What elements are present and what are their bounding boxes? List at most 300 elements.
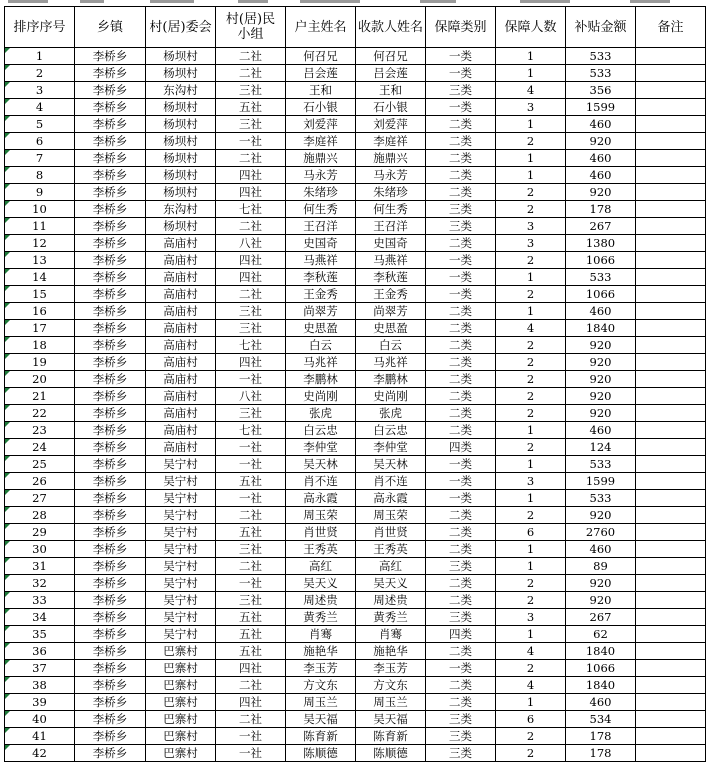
cell-village-committee[interactable]: 高庙村 [146,388,216,405]
cell-remarks[interactable] [636,677,706,694]
cell-amount[interactable]: 1840 [566,320,636,337]
cell-township[interactable]: 李桥乡 [75,592,146,609]
cell-township[interactable]: 李桥乡 [75,201,146,218]
cell-payee[interactable]: 周玉荣 [356,507,426,524]
cell-payee[interactable]: 王金秀 [356,286,426,303]
cell-payee[interactable]: 何生秀 [356,201,426,218]
cell-village-group[interactable]: 二社 [216,677,286,694]
cell-village-committee[interactable]: 高庙村 [146,269,216,286]
cell-amount[interactable]: 1840 [566,643,636,660]
cell-township[interactable]: 李桥乡 [75,473,146,490]
cell-category[interactable]: 二类 [426,507,496,524]
cell-village-group[interactable]: 七社 [216,337,286,354]
cell-amount[interactable]: 920 [566,371,636,388]
cell-index[interactable]: 38 [5,677,75,694]
cell-householder[interactable]: 肖世贤 [286,524,356,541]
header-cell-amount[interactable]: 补贴金额 [566,7,636,48]
cell-remarks[interactable] [636,711,706,728]
cell-village-committee[interactable]: 高庙村 [146,371,216,388]
header-cell-householder[interactable]: 户主姓名 [286,7,356,48]
cell-index[interactable]: 12 [5,235,75,252]
cell-village-group[interactable]: 四社 [216,694,286,711]
cell-amount[interactable]: 920 [566,592,636,609]
cell-township[interactable]: 李桥乡 [75,626,146,643]
cell-householder[interactable]: 吴天义 [286,575,356,592]
cell-amount[interactable]: 533 [566,48,636,65]
cell-payee[interactable]: 史尚刚 [356,388,426,405]
cell-village-group[interactable]: 四社 [216,167,286,184]
cell-village-committee[interactable]: 高庙村 [146,439,216,456]
cell-index[interactable]: 3 [5,82,75,99]
cell-persons[interactable]: 2 [496,405,566,422]
cell-village-committee[interactable]: 吴宁村 [146,609,216,626]
cell-village-group[interactable]: 四社 [216,660,286,677]
cell-payee[interactable]: 吴天义 [356,575,426,592]
cell-village-committee[interactable]: 吴宁村 [146,507,216,524]
cell-category[interactable]: 二类 [426,405,496,422]
cell-category[interactable]: 一类 [426,252,496,269]
cell-persons[interactable]: 1 [496,626,566,643]
cell-township[interactable]: 李桥乡 [75,320,146,337]
cell-remarks[interactable] [636,167,706,184]
cell-amount[interactable]: 460 [566,116,636,133]
cell-village-committee[interactable]: 吴宁村 [146,490,216,507]
cell-householder[interactable]: 马燕祥 [286,252,356,269]
cell-index[interactable]: 2 [5,65,75,82]
cell-persons[interactable]: 2 [496,660,566,677]
cell-index[interactable]: 35 [5,626,75,643]
cell-remarks[interactable] [636,150,706,167]
cell-township[interactable]: 李桥乡 [75,728,146,745]
cell-category[interactable]: 一类 [426,473,496,490]
cell-remarks[interactable] [636,592,706,609]
cell-township[interactable]: 李桥乡 [75,745,146,762]
cell-payee[interactable]: 马永芳 [356,167,426,184]
cell-remarks[interactable] [636,558,706,575]
cell-amount[interactable]: 920 [566,575,636,592]
cell-householder[interactable]: 李庭祥 [286,133,356,150]
cell-persons[interactable]: 1 [496,150,566,167]
cell-payee[interactable]: 何召兄 [356,48,426,65]
cell-persons[interactable]: 2 [496,745,566,762]
cell-persons[interactable]: 2 [496,252,566,269]
cell-index[interactable]: 24 [5,439,75,456]
cell-persons[interactable]: 2 [496,184,566,201]
cell-payee[interactable]: 史国奇 [356,235,426,252]
cell-amount[interactable]: 533 [566,269,636,286]
cell-township[interactable]: 李桥乡 [75,694,146,711]
cell-category[interactable]: 二类 [426,422,496,439]
cell-householder[interactable]: 何召兄 [286,48,356,65]
cell-village-committee[interactable]: 杨坝村 [146,184,216,201]
cell-category[interactable]: 三类 [426,558,496,575]
cell-village-group[interactable]: 三社 [216,405,286,422]
cell-householder[interactable]: 李秋莲 [286,269,356,286]
cell-payee[interactable]: 白云忠 [356,422,426,439]
cell-village-committee[interactable]: 巴寨村 [146,711,216,728]
cell-category[interactable]: 三类 [426,745,496,762]
cell-township[interactable]: 李桥乡 [75,286,146,303]
cell-amount[interactable]: 533 [566,65,636,82]
cell-village-committee[interactable]: 高庙村 [146,320,216,337]
cell-householder[interactable]: 李玉芳 [286,660,356,677]
cell-index[interactable]: 37 [5,660,75,677]
cell-householder[interactable]: 吴天福 [286,711,356,728]
cell-village-committee[interactable]: 杨坝村 [146,99,216,116]
cell-category[interactable]: 一类 [426,65,496,82]
cell-remarks[interactable] [636,694,706,711]
cell-township[interactable]: 李桥乡 [75,303,146,320]
cell-township[interactable]: 李桥乡 [75,456,146,473]
cell-index[interactable]: 4 [5,99,75,116]
cell-persons[interactable]: 6 [496,711,566,728]
cell-village-committee[interactable]: 杨坝村 [146,48,216,65]
cell-category[interactable]: 二类 [426,320,496,337]
cell-township[interactable]: 李桥乡 [75,541,146,558]
cell-amount[interactable]: 356 [566,82,636,99]
cell-persons[interactable]: 3 [496,218,566,235]
cell-village-committee[interactable]: 杨坝村 [146,133,216,150]
cell-index[interactable]: 40 [5,711,75,728]
cell-payee[interactable]: 吕会莲 [356,65,426,82]
cell-persons[interactable]: 2 [496,201,566,218]
cell-payee[interactable]: 肖骞 [356,626,426,643]
cell-payee[interactable]: 尚翠芳 [356,303,426,320]
cell-householder[interactable]: 吴天林 [286,456,356,473]
cell-remarks[interactable] [636,422,706,439]
cell-village-committee[interactable]: 吴宁村 [146,575,216,592]
cell-amount[interactable]: 1599 [566,473,636,490]
cell-householder[interactable]: 周述贵 [286,592,356,609]
cell-index[interactable]: 41 [5,728,75,745]
cell-category[interactable]: 二类 [426,524,496,541]
cell-index[interactable]: 18 [5,337,75,354]
cell-village-committee[interactable]: 巴寨村 [146,677,216,694]
cell-householder[interactable]: 王召洋 [286,218,356,235]
cell-householder[interactable]: 尚翠芳 [286,303,356,320]
cell-index[interactable]: 33 [5,592,75,609]
cell-remarks[interactable] [636,371,706,388]
cell-category[interactable]: 二类 [426,303,496,320]
cell-amount[interactable]: 267 [566,218,636,235]
cell-persons[interactable]: 2 [496,388,566,405]
cell-householder[interactable]: 白云忠 [286,422,356,439]
cell-payee[interactable]: 史思盈 [356,320,426,337]
cell-village-committee[interactable]: 杨坝村 [146,65,216,82]
cell-category[interactable]: 三类 [426,609,496,626]
cell-township[interactable]: 李桥乡 [75,507,146,524]
cell-remarks[interactable] [636,65,706,82]
cell-remarks[interactable] [636,337,706,354]
cell-village-group[interactable]: 二社 [216,507,286,524]
cell-remarks[interactable] [636,405,706,422]
cell-village-group[interactable]: 七社 [216,422,286,439]
cell-village-committee[interactable]: 巴寨村 [146,643,216,660]
cell-index[interactable]: 1 [5,48,75,65]
cell-village-committee[interactable]: 杨坝村 [146,218,216,235]
cell-remarks[interactable] [636,303,706,320]
cell-householder[interactable]: 马兆祥 [286,354,356,371]
cell-township[interactable]: 李桥乡 [75,82,146,99]
cell-township[interactable]: 李桥乡 [75,65,146,82]
cell-village-group[interactable]: 二社 [216,65,286,82]
cell-persons[interactable]: 4 [496,643,566,660]
cell-index[interactable]: 16 [5,303,75,320]
cell-category[interactable]: 三类 [426,218,496,235]
cell-remarks[interactable] [636,201,706,218]
cell-remarks[interactable] [636,133,706,150]
cell-payee[interactable]: 石小银 [356,99,426,116]
header-cell-remarks[interactable]: 备注 [636,7,706,48]
cell-index[interactable]: 11 [5,218,75,235]
cell-category[interactable]: 三类 [426,728,496,745]
cell-township[interactable]: 李桥乡 [75,711,146,728]
cell-index[interactable]: 6 [5,133,75,150]
cell-township[interactable]: 李桥乡 [75,524,146,541]
cell-payee[interactable]: 吴天福 [356,711,426,728]
cell-householder[interactable]: 周玉兰 [286,694,356,711]
cell-householder[interactable]: 施鼎兴 [286,150,356,167]
cell-remarks[interactable] [636,235,706,252]
cell-village-committee[interactable]: 吴宁村 [146,626,216,643]
header-cell-category[interactable]: 保障类别 [426,7,496,48]
cell-householder[interactable]: 王金秀 [286,286,356,303]
cell-village-group[interactable]: 五社 [216,643,286,660]
cell-amount[interactable]: 62 [566,626,636,643]
cell-amount[interactable]: 1066 [566,286,636,303]
cell-village-committee[interactable]: 高庙村 [146,405,216,422]
cell-village-group[interactable]: 三社 [216,303,286,320]
cell-township[interactable]: 李桥乡 [75,252,146,269]
cell-village-committee[interactable]: 吴宁村 [146,541,216,558]
cell-householder[interactable]: 方文东 [286,677,356,694]
header-cell-township[interactable]: 乡镇 [75,7,146,48]
cell-householder[interactable]: 周玉荣 [286,507,356,524]
cell-village-committee[interactable]: 杨坝村 [146,167,216,184]
cell-payee[interactable]: 李秋莲 [356,269,426,286]
cell-village-committee[interactable]: 高庙村 [146,303,216,320]
cell-category[interactable]: 三类 [426,711,496,728]
cell-remarks[interactable] [636,473,706,490]
cell-category[interactable]: 二类 [426,116,496,133]
cell-category[interactable]: 一类 [426,269,496,286]
cell-amount[interactable]: 533 [566,490,636,507]
cell-index[interactable]: 23 [5,422,75,439]
cell-category[interactable]: 三类 [426,82,496,99]
cell-remarks[interactable] [636,320,706,337]
cell-index[interactable]: 13 [5,252,75,269]
cell-householder[interactable]: 史尚刚 [286,388,356,405]
cell-category[interactable]: 二类 [426,643,496,660]
cell-remarks[interactable] [636,660,706,677]
cell-village-group[interactable]: 二社 [216,48,286,65]
cell-index[interactable]: 20 [5,371,75,388]
cell-householder[interactable]: 吕会莲 [286,65,356,82]
cell-index[interactable]: 27 [5,490,75,507]
cell-householder[interactable]: 石小银 [286,99,356,116]
cell-category[interactable]: 二类 [426,150,496,167]
cell-village-group[interactable]: 一社 [216,456,286,473]
cell-payee[interactable]: 马燕祥 [356,252,426,269]
cell-index[interactable]: 15 [5,286,75,303]
cell-householder[interactable]: 王和 [286,82,356,99]
cell-payee[interactable]: 李庭祥 [356,133,426,150]
cell-township[interactable]: 李桥乡 [75,133,146,150]
cell-persons[interactable]: 1 [496,422,566,439]
cell-householder[interactable]: 刘爱萍 [286,116,356,133]
cell-payee[interactable]: 施鼎兴 [356,150,426,167]
cell-amount[interactable]: 460 [566,150,636,167]
cell-payee[interactable]: 高永霞 [356,490,426,507]
cell-village-committee[interactable]: 杨坝村 [146,116,216,133]
cell-village-group[interactable]: 一社 [216,728,286,745]
cell-village-group[interactable]: 二社 [216,286,286,303]
cell-householder[interactable]: 史思盈 [286,320,356,337]
cell-householder[interactable]: 施艳华 [286,643,356,660]
cell-persons[interactable]: 2 [496,507,566,524]
cell-category[interactable]: 二类 [426,677,496,694]
cell-amount[interactable]: 124 [566,439,636,456]
cell-remarks[interactable] [636,269,706,286]
cell-village-group[interactable]: 一社 [216,439,286,456]
cell-index[interactable]: 25 [5,456,75,473]
cell-amount[interactable]: 178 [566,201,636,218]
cell-remarks[interactable] [636,354,706,371]
cell-payee[interactable]: 高红 [356,558,426,575]
cell-remarks[interactable] [636,184,706,201]
cell-category[interactable]: 三类 [426,201,496,218]
cell-remarks[interactable] [636,439,706,456]
cell-village-group[interactable]: 三社 [216,82,286,99]
cell-township[interactable]: 李桥乡 [75,439,146,456]
cell-persons[interactable]: 1 [496,541,566,558]
cell-index[interactable]: 19 [5,354,75,371]
cell-remarks[interactable] [636,541,706,558]
cell-persons[interactable]: 2 [496,728,566,745]
cell-category[interactable]: 四类 [426,439,496,456]
cell-village-group[interactable]: 八社 [216,235,286,252]
cell-persons[interactable]: 3 [496,473,566,490]
cell-township[interactable]: 李桥乡 [75,235,146,252]
cell-persons[interactable]: 4 [496,82,566,99]
cell-amount[interactable]: 533 [566,456,636,473]
cell-persons[interactable]: 1 [496,490,566,507]
cell-amount[interactable]: 460 [566,303,636,320]
cell-category[interactable]: 二类 [426,167,496,184]
cell-township[interactable]: 李桥乡 [75,558,146,575]
cell-village-committee[interactable]: 吴宁村 [146,558,216,575]
cell-township[interactable]: 李桥乡 [75,167,146,184]
cell-amount[interactable]: 920 [566,337,636,354]
cell-householder[interactable]: 何生秀 [286,201,356,218]
cell-remarks[interactable] [636,507,706,524]
cell-village-committee[interactable]: 吴宁村 [146,473,216,490]
cell-persons[interactable]: 4 [496,320,566,337]
cell-category[interactable]: 一类 [426,286,496,303]
cell-persons[interactable]: 1 [496,116,566,133]
cell-village-committee[interactable]: 巴寨村 [146,728,216,745]
cell-index[interactable]: 31 [5,558,75,575]
cell-amount[interactable]: 920 [566,133,636,150]
cell-township[interactable]: 李桥乡 [75,337,146,354]
cell-persons[interactable]: 6 [496,524,566,541]
cell-township[interactable]: 李桥乡 [75,490,146,507]
cell-remarks[interactable] [636,643,706,660]
cell-persons[interactable]: 3 [496,99,566,116]
cell-payee[interactable]: 王和 [356,82,426,99]
header-cell-village-committee[interactable]: 村(居)委会 [146,7,216,48]
cell-amount[interactable]: 2760 [566,524,636,541]
cell-village-group[interactable]: 五社 [216,524,286,541]
cell-index[interactable]: 10 [5,201,75,218]
cell-category[interactable]: 二类 [426,592,496,609]
cell-amount[interactable]: 1840 [566,677,636,694]
cell-payee[interactable]: 黄秀兰 [356,609,426,626]
cell-index[interactable]: 30 [5,541,75,558]
cell-index[interactable]: 36 [5,643,75,660]
cell-village-group[interactable]: 二社 [216,218,286,235]
cell-village-committee[interactable]: 高庙村 [146,422,216,439]
cell-village-group[interactable]: 五社 [216,473,286,490]
cell-remarks[interactable] [636,99,706,116]
cell-householder[interactable]: 陈顺德 [286,745,356,762]
cell-village-group[interactable]: 一社 [216,490,286,507]
cell-village-group[interactable]: 一社 [216,133,286,150]
cell-payee[interactable]: 周玉兰 [356,694,426,711]
cell-category[interactable]: 二类 [426,337,496,354]
cell-householder[interactable]: 陈育新 [286,728,356,745]
cell-amount[interactable]: 178 [566,745,636,762]
cell-amount[interactable]: 460 [566,541,636,558]
cell-payee[interactable]: 周述贵 [356,592,426,609]
cell-amount[interactable]: 460 [566,167,636,184]
cell-remarks[interactable] [636,456,706,473]
cell-householder[interactable]: 白云 [286,337,356,354]
cell-remarks[interactable] [636,728,706,745]
cell-persons[interactable]: 1 [496,303,566,320]
cell-remarks[interactable] [636,286,706,303]
cell-village-committee[interactable]: 东沟村 [146,82,216,99]
cell-category[interactable]: 二类 [426,575,496,592]
cell-township[interactable]: 李桥乡 [75,422,146,439]
cell-village-group[interactable]: 一社 [216,371,286,388]
cell-index[interactable]: 32 [5,575,75,592]
cell-payee[interactable]: 朱绪珍 [356,184,426,201]
cell-village-group[interactable]: 五社 [216,626,286,643]
cell-village-committee[interactable]: 高庙村 [146,252,216,269]
cell-payee[interactable]: 方文东 [356,677,426,694]
cell-amount[interactable]: 1066 [566,252,636,269]
cell-index[interactable]: 29 [5,524,75,541]
cell-payee[interactable]: 王秀英 [356,541,426,558]
cell-payee[interactable]: 李玉芳 [356,660,426,677]
cell-village-committee[interactable]: 吴宁村 [146,524,216,541]
cell-category[interactable]: 二类 [426,133,496,150]
cell-persons[interactable]: 1 [496,269,566,286]
cell-village-group[interactable]: 一社 [216,745,286,762]
cell-village-group[interactable]: 五社 [216,609,286,626]
cell-remarks[interactable] [636,745,706,762]
cell-householder[interactable]: 李鹏林 [286,371,356,388]
cell-amount[interactable]: 1066 [566,660,636,677]
cell-township[interactable]: 李桥乡 [75,609,146,626]
cell-amount[interactable]: 920 [566,388,636,405]
cell-township[interactable]: 李桥乡 [75,677,146,694]
cell-township[interactable]: 李桥乡 [75,575,146,592]
cell-village-group[interactable]: 四社 [216,252,286,269]
cell-category[interactable]: 二类 [426,235,496,252]
cell-amount[interactable]: 267 [566,609,636,626]
